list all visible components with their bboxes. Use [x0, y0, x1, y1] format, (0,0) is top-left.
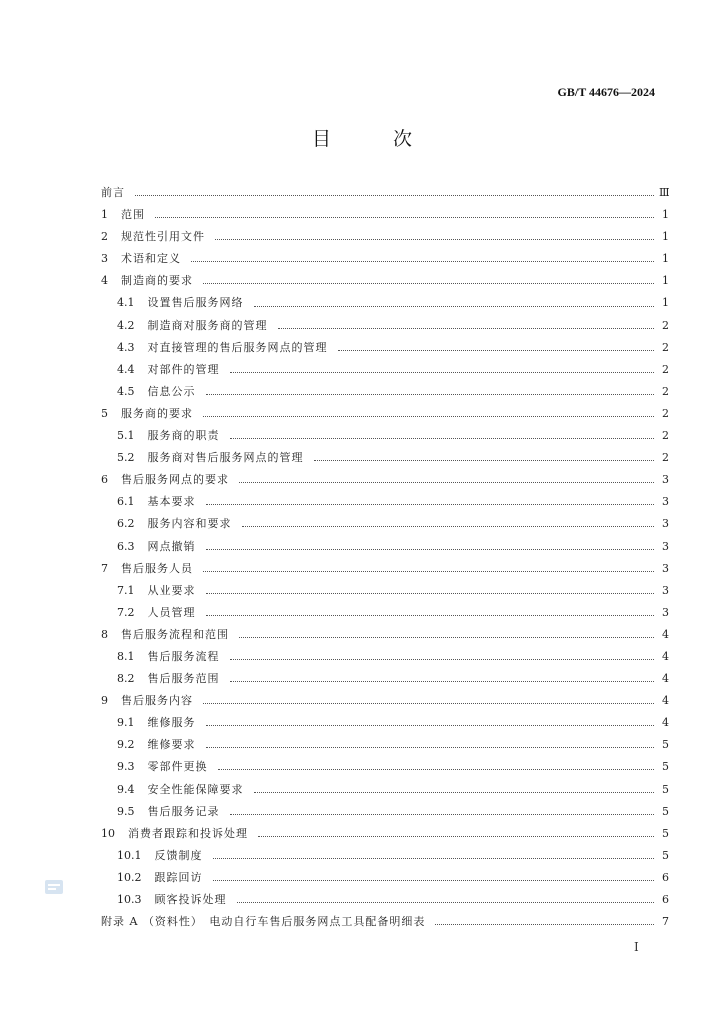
- toc-entry-title: 维修服务: [147, 716, 196, 730]
- toc-entry-page: 4: [662, 694, 669, 708]
- toc-entry-number: 4.5: [117, 384, 135, 398]
- toc-entry[interactable]: [101, 226, 669, 248]
- toc-entry-page: 2: [662, 318, 669, 332]
- dot-leader: [239, 481, 654, 483]
- page-number: Ⅰ: [634, 940, 639, 954]
- toc-entry-number: 7.1: [117, 583, 135, 597]
- toc-entry-label: [101, 204, 145, 226]
- toc-entry-label: [117, 359, 220, 381]
- toc-entry[interactable]: [101, 823, 669, 845]
- toc-entry-number: 6.3: [117, 539, 135, 553]
- dot-leader: [215, 238, 654, 240]
- dot-leader: [203, 415, 654, 417]
- toc-entry[interactable]: [101, 558, 669, 580]
- toc-entry-page: 3: [662, 495, 669, 509]
- toc-entry-number: 5.1: [117, 429, 135, 443]
- toc-entry-label: [101, 248, 181, 270]
- toc-entry-title: 制造商的要求: [121, 274, 193, 288]
- dot-leader: [155, 216, 654, 218]
- toc-entry-title: 服务商的职责: [147, 429, 220, 443]
- toc-entry-label: [117, 513, 232, 535]
- toc-entry-page: 1: [662, 208, 669, 222]
- dot-leader: [242, 525, 655, 527]
- toc-entry-label: [101, 403, 193, 425]
- toc-entry[interactable]: [101, 469, 669, 491]
- toc-entry-number: 2: [101, 230, 108, 244]
- toc-entry-page: 5: [662, 782, 669, 796]
- toc-entry[interactable]: [101, 690, 669, 712]
- toc-entry-title: 范围: [121, 208, 145, 222]
- toc-entry[interactable]: [101, 491, 669, 513]
- toc-entry-page: 2: [662, 362, 669, 376]
- toc-entry-label: [117, 292, 244, 314]
- dot-leader: [206, 614, 655, 616]
- toc-entry[interactable]: [101, 425, 669, 447]
- toc-entry-number: 10.2: [117, 870, 142, 884]
- toc-entry-title: 售后服务记录: [147, 804, 220, 818]
- toc-entry-number: 7.2: [117, 605, 135, 619]
- toc-entry-title: 反馈制度: [154, 848, 203, 862]
- toc-entry-page: 7: [662, 915, 669, 929]
- toc-entry-label: [117, 337, 328, 359]
- toc-entry-page: 6: [662, 893, 669, 906]
- toc-entry-page: 2: [662, 340, 669, 354]
- toc-entry-label: [101, 469, 229, 491]
- toc-entry-label: [117, 756, 208, 778]
- toc-entry-title: 前言: [101, 186, 125, 199]
- toc-entry[interactable]: [101, 646, 669, 668]
- toc-entry-number: 7: [101, 561, 108, 575]
- toc-entry-label: [117, 712, 196, 734]
- toc-entry[interactable]: [101, 292, 669, 314]
- dot-leader: [230, 813, 655, 815]
- dot-leader: [206, 503, 655, 505]
- toc-entry-page: Ⅲ: [659, 186, 670, 199]
- toc-entry-title: 人员管理: [147, 605, 196, 619]
- toc-entry-label: [101, 911, 425, 933]
- toc-entry[interactable]: [101, 270, 669, 292]
- toc-entry-page: 5: [662, 826, 669, 840]
- toc-entry[interactable]: [101, 536, 669, 558]
- toc-entry[interactable]: [101, 513, 669, 535]
- toc-entry-title: 制造商对服务商的管理: [147, 318, 268, 332]
- dot-leader: [203, 702, 654, 704]
- toc-entry-number: 5: [101, 406, 108, 420]
- toc-entry-number: 4.4: [117, 362, 135, 376]
- toc-entry-title: 维修要求: [147, 738, 196, 752]
- toc-entry-title: 对直接管理的售后服务网点的管理: [147, 340, 328, 354]
- dot-leader: [254, 305, 655, 307]
- toc-entry-page: 1: [662, 296, 669, 310]
- toc-entry-label: [117, 447, 304, 469]
- toc-entry-label: [117, 580, 196, 602]
- toc-entry-title: 对部件的管理: [147, 362, 220, 376]
- toc-entry-number: 10: [101, 826, 115, 840]
- toc-entry-title: 零部件更换: [147, 760, 208, 774]
- toc-entry-page: 2: [662, 451, 669, 465]
- toc-entry-label: [117, 425, 220, 447]
- toc-entry[interactable]: [101, 337, 669, 359]
- toc-entry-label: [117, 734, 196, 756]
- toc-entry-number: 6.2: [117, 517, 135, 531]
- toc-entry-number: 4: [101, 274, 108, 288]
- toc-entry-number: 9.5: [117, 804, 135, 818]
- toc-entry-title: 信息公示: [147, 384, 196, 398]
- toc-entry-label: [101, 624, 229, 646]
- toc-entry[interactable]: [101, 182, 669, 204]
- toc-entry-page: 2: [662, 429, 669, 443]
- toc-entry-label: [117, 536, 196, 558]
- toc-entry-page: 3: [662, 583, 669, 597]
- toc-entry-page: 6: [662, 870, 669, 884]
- toc-entry-number: 4.1: [117, 296, 135, 310]
- toc-entry-number: 10.1: [117, 848, 142, 862]
- toc-entry-label: [117, 668, 220, 690]
- toc-entry-page: 2: [662, 406, 669, 420]
- toc-entry-label: [101, 690, 193, 712]
- dot-leader: [230, 680, 655, 682]
- toc-entry-label: [117, 889, 227, 911]
- toc-entry-label: [117, 491, 196, 513]
- toc-entry-label: [117, 779, 244, 801]
- toc-entry[interactable]: [101, 580, 669, 602]
- toc-entry[interactable]: [101, 734, 669, 756]
- toc-entry-page: 3: [662, 539, 669, 553]
- toc-entry-title: 附录 A （资料性） 电动自行车售后服务网点工具配备明细表: [101, 915, 426, 929]
- toc-entry[interactable]: [101, 359, 669, 381]
- toc-entry-title: 跟踪回访: [154, 870, 203, 884]
- toc-entry-page: 4: [662, 672, 669, 686]
- toc-entry[interactable]: [101, 801, 669, 823]
- toc-entry[interactable]: [101, 779, 669, 801]
- toc-entry-page: 2: [662, 384, 669, 398]
- toc-entry-number: 3: [101, 252, 108, 266]
- toc-entry-title: 售后服务内容: [121, 694, 193, 708]
- dot-leader: [203, 282, 654, 284]
- dot-leader: [206, 724, 655, 726]
- dot-leader: [254, 791, 655, 793]
- toc-entry-label: [117, 646, 220, 668]
- toc-entry-title: 售后服务流程和范围: [121, 627, 229, 641]
- toc-entry-page: 4: [662, 649, 669, 663]
- toc-entry-number: 4.2: [117, 318, 135, 332]
- dot-leader: [230, 437, 655, 439]
- toc-entry-title: 从业要求: [147, 583, 196, 597]
- toc-entry-label: [117, 801, 220, 823]
- toc-entry-label: [101, 182, 125, 204]
- toc-entry-label: [117, 867, 203, 889]
- toc-entry-title: 安全性能保障要求: [147, 782, 244, 796]
- toc-entry-title: 服务商对售后服务网点的管理: [147, 451, 304, 465]
- toc-entry[interactable]: [101, 845, 669, 867]
- toc-entry-number: 4.3: [117, 340, 135, 354]
- toc-entry-number: 9.3: [117, 760, 135, 774]
- toc-entry-number: 6: [101, 473, 108, 487]
- dot-leader: [206, 592, 655, 594]
- toc-entry[interactable]: [101, 712, 669, 734]
- toc-entry-number: 1: [101, 208, 108, 222]
- toc-entry[interactable]: [101, 381, 669, 403]
- dot-leader: [206, 548, 655, 550]
- dot-leader: [206, 746, 655, 748]
- watermark-logo-icon: [44, 878, 64, 896]
- toc-entry-page: 5: [662, 848, 669, 862]
- toc-entry-title: 服务内容和要求: [147, 517, 232, 531]
- toc-entry-title: 售后服务网点的要求: [121, 473, 229, 487]
- toc-entry-label: [117, 845, 203, 867]
- toc-entry-page: 1: [662, 230, 669, 244]
- toc-entry-page: 5: [662, 804, 669, 818]
- dot-leader: [237, 901, 655, 903]
- toc-entry-page: 3: [662, 473, 669, 487]
- toc-entry-title: 服务商的要求: [121, 406, 193, 420]
- toc-entry-number: 5.2: [117, 451, 135, 465]
- dot-leader: [135, 194, 654, 196]
- dot-leader: [213, 857, 655, 859]
- toc-entry[interactable]: [101, 668, 669, 690]
- toc-entry[interactable]: [101, 403, 669, 425]
- toc-entry[interactable]: [101, 315, 669, 337]
- dot-leader: [278, 327, 655, 329]
- toc-entry-title: 术语和定义: [121, 252, 181, 266]
- toc-entry[interactable]: [101, 889, 669, 911]
- toc-entry-title: 规范性引用文件: [121, 230, 205, 244]
- toc-entry-number: 8: [101, 627, 108, 641]
- toc-entry-number: 8.1: [117, 649, 135, 663]
- toc-entry-number: 9.4: [117, 782, 135, 796]
- toc-entry-page: 5: [662, 760, 669, 774]
- toc-entry-title: 售后服务人员: [121, 561, 193, 575]
- toc-entry-number: 9.2: [117, 738, 135, 752]
- toc-entry-label: [101, 226, 205, 248]
- toc-entry-number: 10.3: [117, 893, 142, 906]
- toc-entry[interactable]: [101, 447, 669, 469]
- toc-entry-title: 售后服务流程: [147, 649, 220, 663]
- dot-leader: [338, 349, 655, 351]
- toc-entry[interactable]: [101, 204, 669, 226]
- toc-entry-label: [101, 270, 193, 292]
- toc-entry-page: 3: [662, 517, 669, 531]
- dot-leader: [258, 835, 654, 837]
- toc-entry-page: 1: [662, 274, 669, 288]
- toc-entry-number: 6.1: [117, 495, 135, 509]
- dot-leader: [191, 260, 654, 262]
- toc-entry-label: [117, 381, 196, 403]
- table-of-contents: [101, 182, 669, 933]
- toc-entry-title: 售后服务范围: [147, 672, 220, 686]
- dot-leader: [218, 768, 655, 770]
- toc-entry-title: 顾客投诉处理: [154, 893, 227, 906]
- page-title: 目 次: [311, 128, 441, 150]
- toc-entry[interactable]: [101, 867, 669, 889]
- dot-leader: [206, 393, 655, 395]
- toc-entry[interactable]: [101, 248, 669, 270]
- toc-entry-number: 8.2: [117, 672, 135, 686]
- toc-entry-title: 消费者跟踪和投诉处理: [128, 826, 248, 840]
- toc-entry-title: 网点撤销: [147, 539, 196, 553]
- dot-leader: [314, 459, 655, 461]
- toc-entry-page: 4: [662, 627, 669, 641]
- toc-entry-title: 设置售后服务网络: [147, 296, 244, 310]
- toc-entry[interactable]: [101, 756, 669, 778]
- dot-leader: [230, 658, 655, 660]
- toc-entry-label: [117, 315, 268, 337]
- toc-entry-page: 5: [662, 738, 669, 752]
- toc-entry[interactable]: [101, 911, 669, 933]
- dot-leader: [239, 636, 654, 638]
- dot-leader: [435, 923, 654, 925]
- toc-entry-label: [101, 823, 248, 845]
- toc-entry-title: 基本要求: [147, 495, 196, 509]
- toc-entry[interactable]: [101, 602, 669, 624]
- toc-entry-page: 4: [662, 716, 669, 730]
- standard-number: GB/T 44676—2024: [557, 85, 655, 99]
- dot-leader: [230, 371, 655, 373]
- toc-entry[interactable]: [101, 624, 669, 646]
- toc-entry-label: [101, 558, 193, 580]
- dot-leader: [213, 879, 655, 881]
- toc-entry-page: 3: [662, 561, 669, 575]
- toc-entry-number: 9.1: [117, 716, 135, 730]
- toc-entry-page: 3: [662, 605, 669, 619]
- toc-entry-label: [117, 602, 196, 624]
- toc-entry-number: 9: [101, 694, 108, 708]
- toc-entry-page: 1: [662, 252, 669, 266]
- dot-leader: [203, 570, 654, 572]
